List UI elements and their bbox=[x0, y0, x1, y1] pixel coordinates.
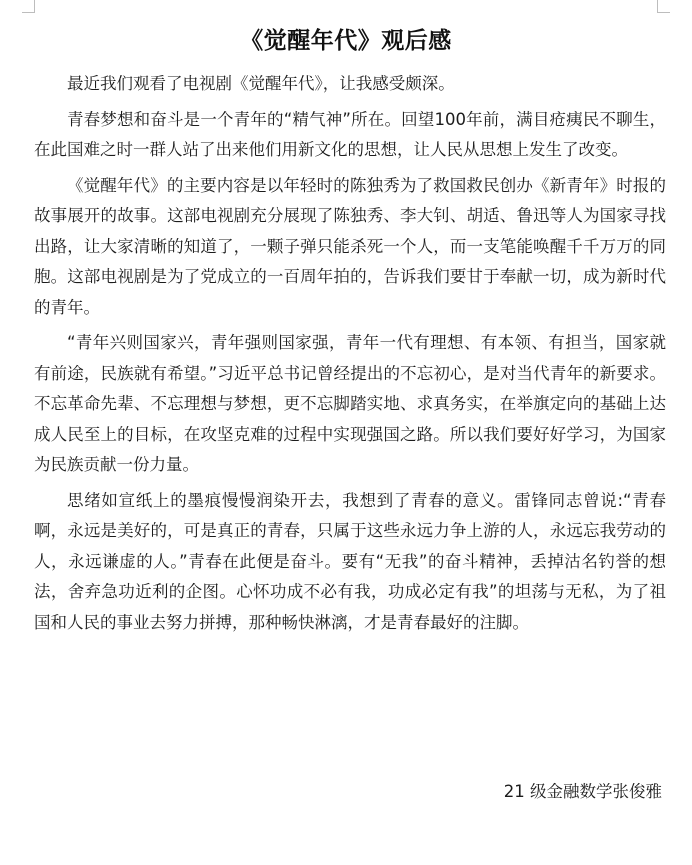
document-body bbox=[34, 69, 666, 643]
page-corner-mark-top-left bbox=[22, 0, 35, 13]
page-corner-mark-top-right bbox=[657, 0, 670, 13]
paragraph-youth-spirit: 青春梦想和奋斗是一个青年的“精气神”所在。回望100年前，满目疮痍民不聊生，在此国难之时一群人站了出来他们用新文化的思想，让人民从思想上发生了改变。 bbox=[34, 109, 666, 159]
paragraph-intro: 最近我们观看了电视剧《觉醒年代》，让我感受颇深。 bbox=[67, 74, 455, 93]
document-title: 《觉醒年代》观后感 bbox=[240, 28, 452, 54]
author-signature: 21 级金融数学张俊雅 bbox=[503, 782, 662, 801]
paragraph-meaning-of-youth: 思绪如宣纸上的墨痕慢慢润染开去，我想到了青春的意义。雷锋同志曾说:“青春啊，永远是美好的，可是真正的青春，只属于这些永远力争上游的人，永远忘我劳动的人，永远谦虚的人。”青春在此便是奋斗。要有“无我”的奋斗精神，丢掉沽名钓誉的想法，舍弃急功近利的企图。心怀功成不必有我，功成必定有我”的坦荡与无私，为了祖国和人民的事业去努力拼搏，那种畅快淋漓，才是青春最好的注脚。 bbox=[34, 490, 666, 632]
paragraph-drama-content: 《觉醒年代》的主要内容是以年轻时的陈独秀为了救国救民创办《新青年》时报的故事展开的故事。这部电视剧充分展现了陈独秀、李大钊、胡适、鲁迅等人为国家寻找出路，让大家清晰的知道了，一颗子弹只能杀死一个人，而一支笔能唤醒千千万万的同胞。这部电视剧是为了党成立的一百周年拍的，告诉我们要甘于奉献一切，成为新时代的青年。 bbox=[34, 175, 666, 317]
paragraph-new-era-youth: “青年兴则国家兴，青年强则国家强，青年一代有理想、有本领、有担当，国家就有前途，民族就有希望。”习近平总书记曾经提出的不忘初心，是对当代青年的新要求。不忘革命先辈、不忘理想与梦想，更不忘脚踏实地、求真务实，在举旗定向的基础上达成人民至上的目标，在攻坚克难的过程中实现强国之路。所以我们要好好学习，为国家为民族贡献一份力量。 bbox=[34, 333, 666, 474]
